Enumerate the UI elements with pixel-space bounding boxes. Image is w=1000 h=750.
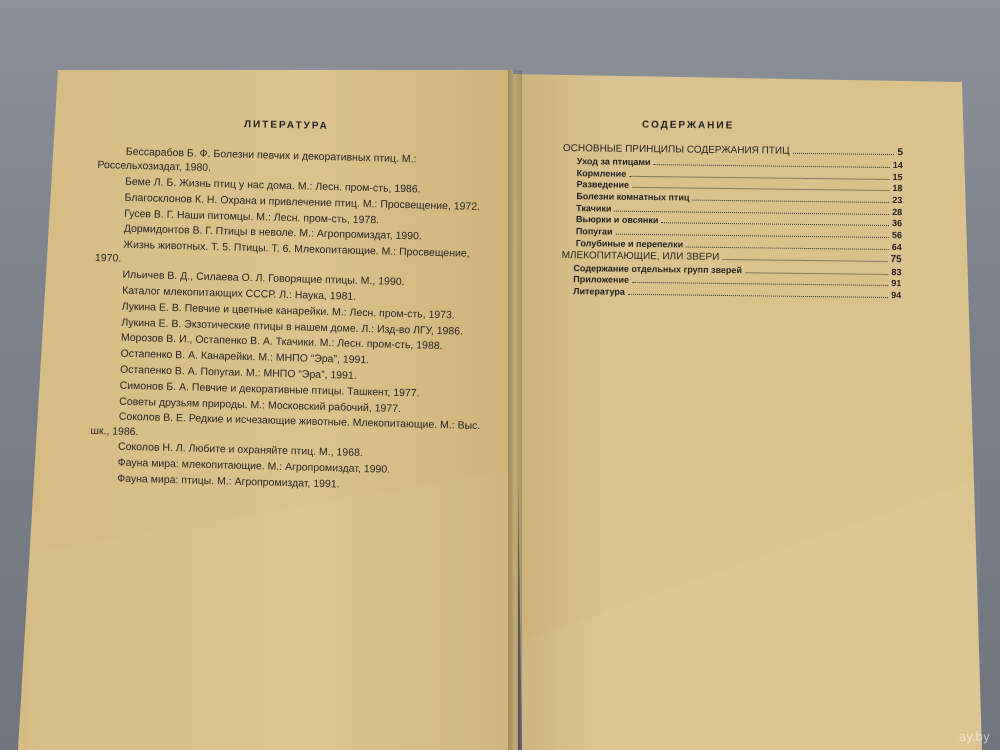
literature-entry: Каталог млекопитающих СССР. Л.: Наука, 1981. — [122, 284, 357, 303]
toc-label: Болезни комнатных птиц — [576, 191, 690, 203]
toc-label: Кормление — [576, 167, 627, 179]
literature-entry: Ильичев В. Д., Силаева О. Л. Говорящие птицы. М., 1990. — [122, 268, 405, 289]
toc-leader-dots — [661, 223, 889, 227]
literature-entry: Лукина Е. В. Певчие и цветные канарейки. М.: Лесн. пром-сть, 1973. — [121, 300, 455, 322]
toc-page-number: 56 — [891, 230, 902, 241]
watermark: ay.by — [958, 730, 990, 744]
toc-label: Уход за птицами — [576, 156, 651, 168]
toc-label: Литература — [573, 286, 626, 297]
literature-entry: Бессарабов Б. Ф. Болезни певчих и декоративных птиц. М.: Россельхозиздат, 1980. — [97, 145, 417, 175]
toc-leader-dots — [616, 234, 889, 238]
toc-leader-dots — [632, 282, 888, 286]
toc-leader-dots — [654, 164, 890, 168]
literature-entry: Гусев В. Г. Наши питомцы. М.: Лесн. пром-сть, 1978. — [124, 207, 380, 226]
toc-page-number: 23 — [892, 195, 903, 206]
toc-leader-dots — [628, 294, 888, 298]
toc-page-number: 18 — [892, 183, 903, 194]
literature-title: ЛИТЕРАТУРА — [243, 119, 329, 132]
toc-page-number: 5 — [897, 147, 903, 159]
toc-label: Голубиные и перепелки — [575, 237, 684, 250]
toc-label: Вьюрки и овсянки — [576, 214, 659, 226]
literature-entry: Жизнь животных. Т. 5. Птицы. Т. 6. Млекопитающие. М.: Просвещение, 1970. — [94, 238, 470, 266]
literature-entry: Соколов Н. Л. Любите и охраняйте птиц. М., 1968. — [117, 440, 363, 460]
literature-entry: Остапенко В. А. Попугаи. М.: МНПО “Эра”, 1991. — [119, 363, 357, 382]
toc-page-number: 36 — [891, 218, 903, 229]
toc-leader-dots — [686, 246, 889, 249]
literature-entry: Лукина Е. В. Экзотические птицы в нашем доме. Л.: Изд-во ЛГУ, 1986. — [121, 316, 464, 338]
toc-label: МЛЕКОПИТАЮЩИЕ, ИЛИ ЗВЕРИ — [561, 249, 720, 263]
toc-label: ОСНОВНЫЕ ПРИНЦИПЫ СОДЕРЖАНИЯ ПТИЦ — [562, 143, 790, 157]
toc-leader-dots — [692, 200, 889, 203]
contents-title: СОДЕРЖАНИЕ — [641, 119, 735, 132]
toc-label: Попугаи — [575, 226, 613, 237]
literature-entry: Соколов В. Е. Редкие и исчезающие животные. Млекопитающие. М.: Выс. шк., 1986. — [90, 411, 481, 438]
toc-label: Разведение — [576, 179, 630, 191]
literature-entry: Дормидонтов В. Г. Птицы в неволе. М.: Агропромиздат, 1990. — [123, 223, 422, 243]
table-of-contents — [561, 143, 903, 302]
book-spine — [508, 70, 522, 750]
toc-label: Ткачики — [576, 202, 612, 214]
toc-label: Содержание отдельных групп зверей — [573, 262, 743, 275]
literature-entry: Благосклонов К. Н. Охрана и привлечение птиц. М.: Просвещение, 1972. — [124, 191, 481, 213]
toc-label: Приложение — [573, 274, 630, 286]
toc-leader-dots — [745, 272, 888, 275]
literature-list — [89, 144, 498, 497]
literature-entry: Советы друзьям природы. М.: Московский рабочий, 1977. — [119, 395, 402, 415]
literature-entry: Симонов Б. А. Певчие и декоративные птицы. Ташкент, 1977. — [119, 379, 420, 400]
toc-page-number: 14 — [892, 160, 903, 171]
toc-leader-dots — [722, 258, 887, 261]
literature-entry: Фауна мира: млекопитающие. М.: Агропромиздат, 1990. — [117, 456, 391, 476]
toc-page-number: 75 — [890, 253, 902, 265]
toc-page-number: 64 — [891, 241, 902, 252]
literature-entry: Морозов В. И., Остапенко В. А. Ткачики. М.: Лесн. пром-сть, 1988. — [120, 332, 443, 353]
toc-leader-dots — [614, 210, 889, 214]
toc-page-number: 83 — [891, 266, 902, 277]
literature-entry: Фауна мира: птицы. М.: Агропромиздат, 1991. — [117, 472, 340, 491]
literature-entry: Остапенко В. А. Канарейки. М.: МНПО “Эра”, 1991. — [120, 347, 370, 367]
toc-leader-dots — [793, 153, 895, 155]
right-page — [512, 0, 982, 750]
literature-entry: Беме Л. Б. Жизнь птиц у нас дома. М.: Лесн. пром-сть, 1986. — [124, 175, 421, 196]
toc-page-number: 94 — [891, 289, 902, 301]
toc-leader-dots — [632, 187, 889, 191]
toc-page-number: 91 — [891, 278, 902, 289]
toc-page-number: 15 — [892, 171, 903, 182]
toc-leader-dots — [629, 175, 889, 179]
toc-page-number: 28 — [892, 206, 903, 217]
